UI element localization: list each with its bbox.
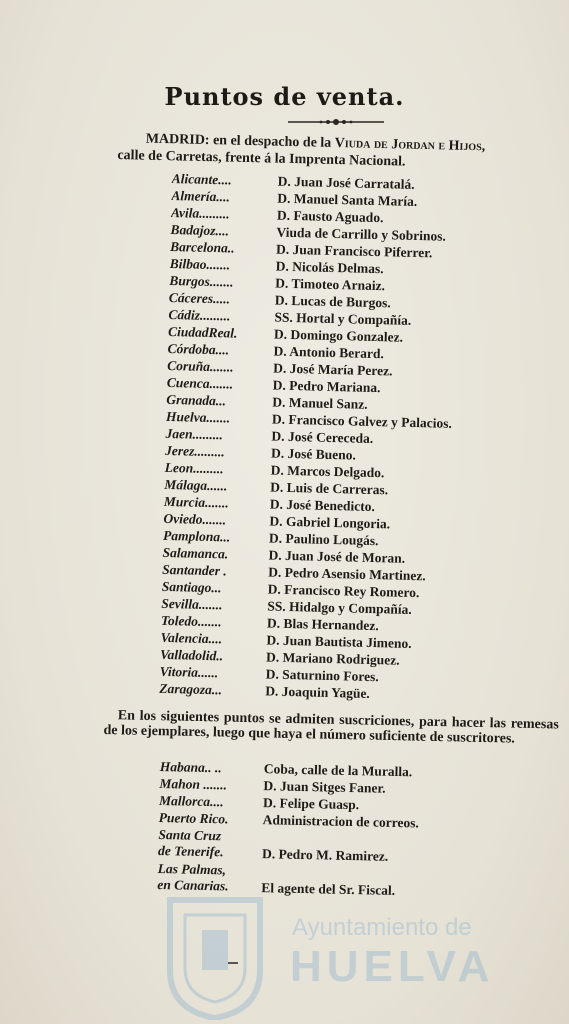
agent-name: Viuda de Carrillo y Sobrinos. (276, 224, 447, 244)
agent-name: D. Saturnino Fores. (265, 666, 379, 685)
overseas-city (159, 793, 263, 812)
city-name: Burgos....... (169, 272, 234, 290)
city-name: Coruña....... (167, 357, 234, 375)
city-name: Barcelona.. (169, 238, 235, 256)
city-name: Vitoria...... (159, 663, 219, 681)
agent-name: D. Juan Francisco Piferrer. (275, 241, 433, 261)
overseas-city (159, 776, 263, 795)
city-name: Avila......... (170, 204, 230, 222)
city-name: Jerez......... (164, 442, 225, 460)
agent-name: D. Francisco Rey Romero. (267, 581, 420, 601)
overseas-agent-list (157, 759, 480, 902)
overseas-agent: El agente del Sr. Fiscal. (261, 880, 396, 898)
city-name: Almería.... (171, 187, 231, 205)
overseas-city-line-2: de Tenerife. (157, 842, 224, 860)
city-name: Leon......... (164, 459, 224, 477)
city-name: Pamplona... (162, 527, 231, 545)
overseas-city-line: Mallorca.... (158, 792, 224, 810)
city-name: CiudadReal. (167, 323, 238, 341)
agent-name: D. Lucas de Burgos. (274, 292, 391, 311)
watermark-line-2: HUELVA (290, 942, 495, 991)
publisher-name: Viuda de Jordan e Hijos, (334, 135, 486, 155)
city-name: Granada... (166, 391, 227, 409)
city-name: Valladolid.. (159, 646, 224, 664)
city-name: Santander . (162, 561, 227, 579)
city-name: Toledo....... (160, 612, 222, 630)
city-name: Oviedo....... (163, 510, 227, 528)
madrid-line-2: calle de Carretas, frente á la Imprenta Nacional. (117, 147, 406, 170)
madrid-text-a: en el despacho de la (212, 133, 332, 151)
page-title: Puntos de venta. (164, 82, 405, 111)
overseas-city (159, 810, 263, 829)
agent-name: D. Juan Bautista Jimeno. (266, 632, 412, 651)
city-name: Valencia.... (160, 629, 223, 647)
subscription-text: En los siguientes puntos se admiten suscriciones, para hacer las remesas de los ejemplares, luego que haya el número suficiente de suscritores. (103, 708, 559, 747)
agent-name: D. Juan José de Moran. (268, 547, 406, 566)
agent-name: D. Mariano Rodriguez. (265, 649, 400, 668)
city-name: Huelva....... (165, 408, 231, 426)
city-name: Córdoba.... (167, 340, 230, 358)
overseas-agent: D. Pedro M. Ramirez. (261, 846, 389, 864)
agent-name: D. José Bueno. (270, 445, 357, 463)
city-name: Málaga...... (164, 476, 228, 494)
agent-name: D. José Benedicto. (269, 496, 376, 515)
overseas-agent: Coba, calle de la Muralla. (263, 761, 413, 780)
city-name: Salamanca. (162, 544, 229, 562)
agent-name: D. Pedro Asensio Martinez. (268, 564, 426, 584)
agent-name: D. Joaquin Yagüe. (265, 683, 370, 701)
title-ornament (288, 117, 384, 127)
coat-of-arms-icon (160, 890, 270, 1020)
city-name: Murcia....... (163, 493, 229, 511)
city-name: Alicante.... (171, 170, 232, 188)
agent-name: D. Marcos Delgado. (270, 462, 385, 481)
city-name: Jaen......... (165, 425, 224, 443)
agent-name: D. Manuel Santa María. (277, 190, 418, 209)
subscription-paragraph (103, 708, 559, 748)
agent-name: SS. Hortal y Compañía. (274, 309, 412, 328)
page-mark (228, 962, 238, 964)
agent-name: D. Manuel Sanz. (272, 394, 368, 412)
overseas-agent: D. Felipe Guasp. (262, 795, 360, 813)
agent-name: D. Antonio Berard. (273, 343, 385, 362)
overseas-city-line: Las Palmas, (157, 860, 227, 878)
city-name: Santiago... (161, 578, 222, 596)
agent-name: SS. Hidalgo y Compañía. (267, 598, 412, 617)
agent-name: D. Domingo Gonzalez. (273, 326, 404, 345)
agent-name: D. Francisco Galvez y Palacios. (271, 411, 453, 431)
city-name: Cáceres..... (168, 289, 231, 307)
city-name: Sevilla....... (161, 595, 223, 613)
city-name: Bilbao....... (169, 255, 231, 273)
overseas-city-line: Puerto Rico. (158, 809, 229, 827)
overseas-city-line: Mahon ....... (159, 775, 228, 793)
agent-name: D. Paulino Lougás. (268, 530, 379, 549)
madrid-intro (117, 130, 558, 174)
agent-name: D. Pedro Mariana. (272, 377, 381, 396)
agent-name: D. Nicolás Delmas. (275, 258, 384, 277)
city-agent-list (159, 170, 512, 705)
madrid-label: MADRID: (145, 131, 210, 149)
overseas-city (158, 827, 263, 863)
watermark (160, 890, 500, 1020)
city-name: Zaragoza... (159, 680, 223, 698)
agent-name: D. Juan José Carratalá. (277, 173, 415, 192)
city-name: Badajoz.... (170, 221, 230, 239)
overseas-city (160, 759, 264, 778)
overseas-city-line-2: en Canarias. (157, 876, 229, 894)
agent-name: D. Timoteo Arnaiz. (275, 275, 386, 294)
agent-name: D. Fausto Aguado. (276, 207, 384, 226)
overseas-city-line: Santa Cruz (158, 826, 222, 844)
overseas-agent: Administracion de correos. (262, 812, 419, 831)
agent-name: D. José María Perez. (273, 360, 393, 379)
city-name: Cuenca....... (166, 374, 234, 392)
agent-name: D. Gabriel Longoria. (269, 513, 391, 532)
watermark-line-1: Ayuntamiento de (292, 914, 472, 941)
city-name: Cádiz......... (168, 306, 231, 324)
agent-name: D. Blas Hernandez. (266, 615, 379, 634)
overseas-city-line: Habana.. .. (159, 759, 222, 776)
agent-name: D. Luis de Carreras. (270, 479, 389, 498)
agent-name: D. José Cereceda. (271, 428, 374, 446)
overseas-agent: D. Juan Sitges Faner. (263, 778, 386, 796)
